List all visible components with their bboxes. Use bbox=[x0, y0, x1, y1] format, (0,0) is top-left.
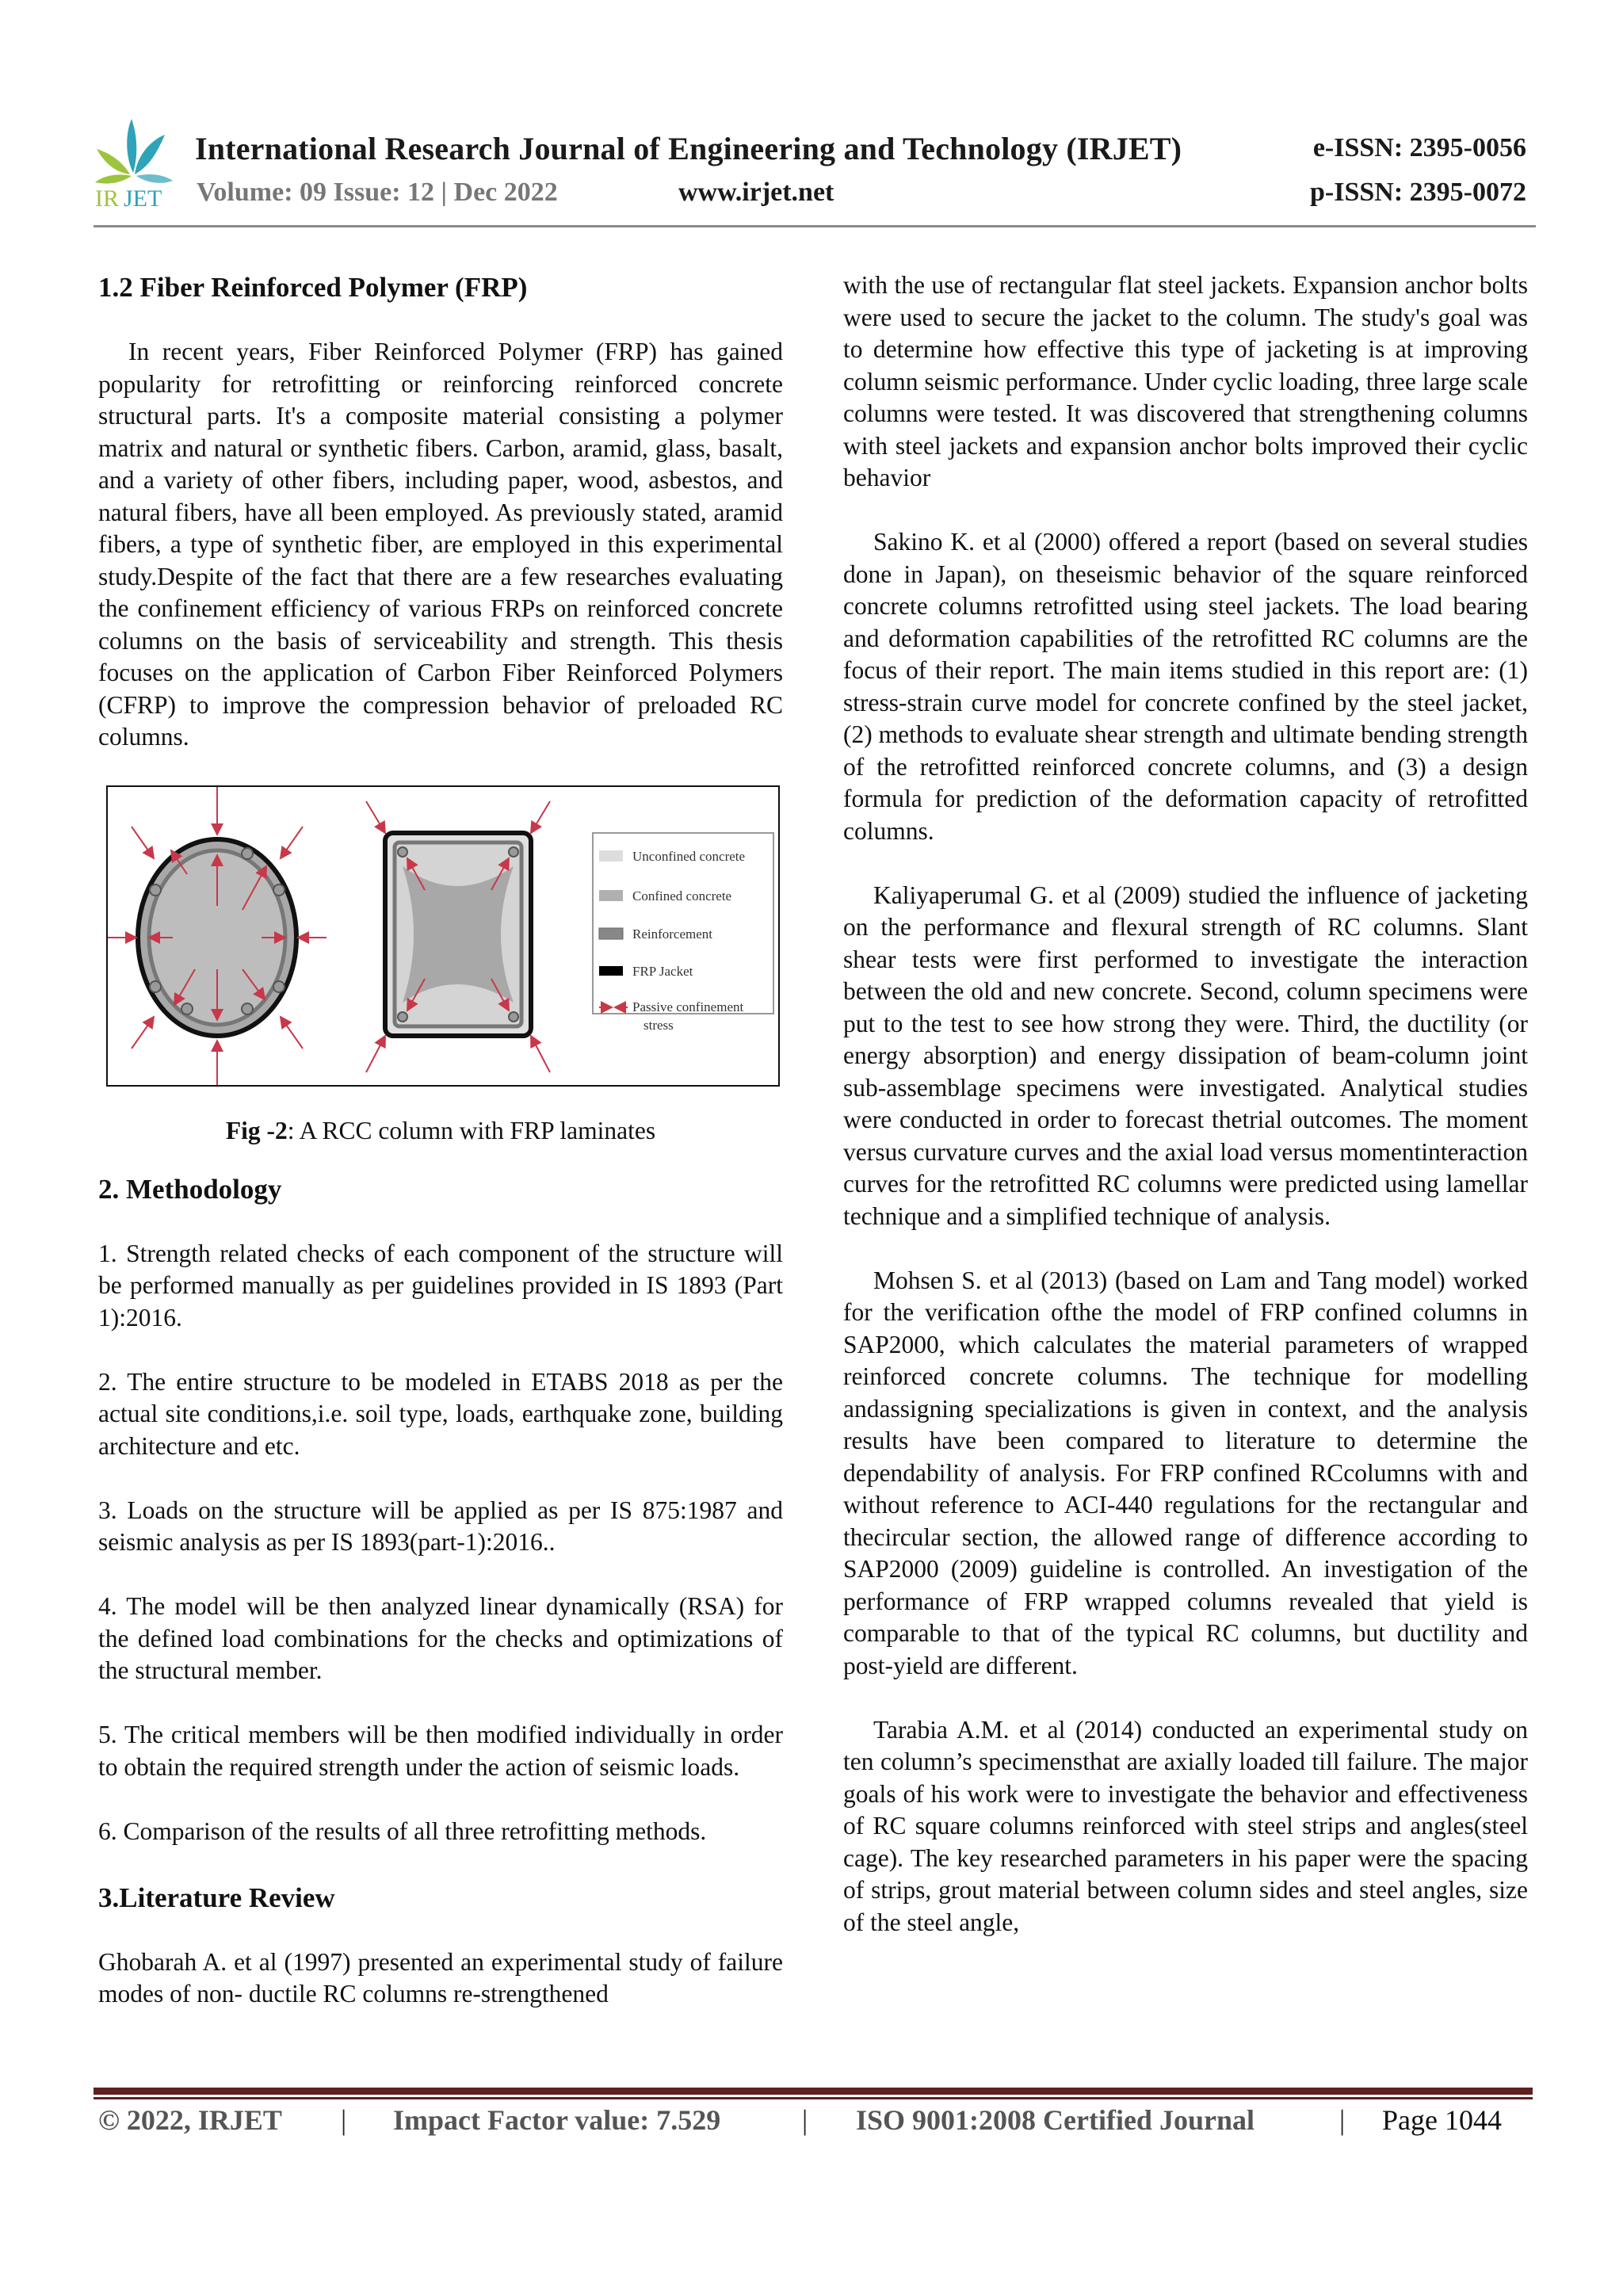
svg-text:IR: IR bbox=[95, 185, 119, 212]
methodology-item: 6. Comparison of the results of all three retrofitting methods. bbox=[98, 1817, 707, 1845]
caption-label: Fig -2 bbox=[225, 1117, 288, 1144]
right-column bbox=[843, 269, 1528, 1971]
footer-copyright: © 2022, IRJET bbox=[98, 2104, 282, 2136]
methodology-item: 3. Loads on the structure will be applied as per IS 875:1987 and seismic analysis as per IS 1893(part-1):2016.. bbox=[98, 1496, 783, 1556]
footer-separator: | bbox=[1339, 2104, 1346, 2136]
legend-frp-jacket: FRP Jacket bbox=[632, 964, 693, 979]
paragraph-tarabia: Tarabia A.M. et al (2014) conducted an experimental study on ten column’s specimensthat are axially loaded till failure. The major goals of his work were to investigate the behavior and effectiveness of RC square columns reinforced with steel strips and angles(steel cage). The key researched parameters in his paper were the spacing of strips, grout material between column sides and steel angles, size of the steel angle, bbox=[843, 1715, 1528, 1936]
footer-page-number: Page 1044 bbox=[1382, 2104, 1502, 2136]
legend-passive-confinement: Passive confinement bbox=[632, 999, 744, 1014]
footer-separator: | bbox=[341, 2104, 347, 2136]
square-column-section bbox=[366, 801, 550, 1072]
footer-iso: ISO 9001:2008 Certified Journal bbox=[856, 2104, 1254, 2136]
footer-rule-thick bbox=[94, 2088, 1533, 2095]
footer-impact-factor: Impact Factor value: 7.529 bbox=[393, 2104, 721, 2136]
caption-text: : A RCC column with FRP laminates bbox=[287, 1117, 656, 1144]
paragraph-sakino: Sakino K. et al (2000) offered a report (based on several studies done in Japan), on theseismic behavior of the square reinforced concrete columns retrofitted using steel jackets. The load bearing and deformation capabilities of the retrofitted RC columns are the focus of their report. The main items studied in this report are: (1) stress-strain curve model for concrete confined by the steel jacket, (2) methods to evaluate shear strength and ultimate bending strength of the retrofitted reinforced concrete columns, and (3) a design formula for prediction of the deformation capacity of retrofitted columns. bbox=[843, 528, 1528, 845]
legend-unconfined: Unconfined concrete bbox=[632, 849, 746, 864]
paragraph-ghobarah-continued: with the use of rectangular flat steel jackets. Expansion anchor bolts were used to secure the jacket to the column. The study's goal was to determine how effective this type of jacketing is at improving column seismic performance. Under cyclic loading, three large scale columns were tested. It was discovered that strengthening columns with steel jackets and expansion anchor bolts improved their cyclic behavior bbox=[843, 271, 1528, 491]
section-heading-frp: 1.2 Fiber Reinforced Polymer (FRP) bbox=[98, 272, 528, 303]
e-issn: e-ISSN: 2395-0056 bbox=[1312, 133, 1526, 162]
methodology-item: 1. Strength related checks of each component of the structure will be performed manually as per guidelines provided in IS 1893 (Part 1):2016. bbox=[98, 1239, 783, 1331]
methodology-item: 4. The model will be then analyzed linear dynamically (RSA) for the defined load combinations for the checks and optimizations of the structural member. bbox=[98, 1592, 783, 1684]
footer-rule-thin bbox=[94, 2097, 1533, 2099]
figure-frp-column bbox=[106, 785, 780, 1087]
paragraph-ghobarah: Ghobarah A. et al (1997) presented an experimental study of failure modes of non- ductile RC columns re-strengthened bbox=[98, 1947, 783, 2008]
legend-confined: Confined concrete bbox=[632, 888, 732, 904]
paragraph-kaliyaperumal: Kaliyaperumal G. et al (2009) studied the influence of jacketing on the performance and flexural strength of RC columns. Slant shear tests were first performed to investigate the interaction between the old and new concrete. Second, column specimens were put to the test to see how strong they were. Third, the ductility (or energy absorption) and energy dissipation of beam-column joint sub-assemblage specimens were investigated. Analytical studies were conducted in order to forecast thetrial outcomes. The moment versus curvature curves and the axial load versus momentinteraction curves for the retrofitted RC columns were predicted using lamellar technique and a simplified technique of analysis. bbox=[843, 881, 1528, 1230]
section-heading-methodology: 2. Methodology bbox=[98, 1173, 282, 1205]
circular-column-section bbox=[108, 787, 327, 1085]
p-issn: p-ISSN: 2395-0072 bbox=[1310, 178, 1526, 207]
paragraph-mohsen: Mohsen S. et al (2013) (based on Lam and Tang model) worked for the verification ofthe the model of FRP confined columns in SAP2000, which calculates the material parameters of wrapped reinforced concrete columns. The technique for modelling andassigning specializations is given in context, and the analysis results have been compared to literature to determine the dependability of analysis. For FRP confined RCcolumns with and without reference to ACI-440 regulations for the rectangular and thecircular section, the allowed range of difference according to SAP2000 (2009) guideline is controlled. An investigation of the performance of FRP wrapped columns revealed that yield is comparable to that of the typical RC columns, but ductility and post-yield are different. bbox=[843, 1266, 1528, 1679]
journal-title: International Research Journal of Engineering and Technology (IRJET) bbox=[195, 131, 1182, 166]
figure-legend bbox=[593, 833, 773, 1033]
irjet-logo bbox=[94, 117, 181, 212]
methodology-item: 2. The entire structure to be modeled in ETABS 2018 as per the actual site conditions,i.e. soil type, loads, earthquake zone, building architecture and etc. bbox=[98, 1367, 783, 1460]
left-column bbox=[98, 269, 783, 2042]
legend-stress: stress bbox=[643, 1018, 674, 1033]
footer-separator: | bbox=[802, 2104, 808, 2136]
figure-caption bbox=[98, 1115, 783, 1148]
website-link[interactable]: www.irjet.net bbox=[678, 178, 834, 207]
section-heading-literature: 3.Literature Review bbox=[98, 1881, 335, 1913]
svg-text:JET: JET bbox=[124, 185, 162, 212]
paragraph-frp: In recent years, Fiber Reinforced Polymer (FRP) has gained popularity for retrofitting or reinforcing reinforced concrete structural parts. It's a composite material consisting a polymer matrix and natural or synthetic fibers. Carbon, aramid, glass, basalt, and a variety of other fibers, including paper, wood, asbestos, and natural fibers, have all been employed. As previously stated, aramid fibers, a type of synthetic fiber, are employed in this experimental study.Despite of the fact that there are a few researches evaluating the confinement efficiency of various FRPs on reinforced concrete columns on the basis of serviceability and strength. This thesis focuses on the application of Carbon Fiber Reinforced Polymers (CFRP) to improve the compression behavior of preloaded RC columns. bbox=[98, 338, 783, 751]
header-divider bbox=[94, 225, 1536, 227]
frp-column-diagram bbox=[108, 787, 778, 1085]
legend-reinforcement: Reinforcement bbox=[632, 926, 713, 942]
methodology-item: 5. The critical members will be then modified individually in order to obtain the required strength under the action of seismic loads. bbox=[98, 1721, 783, 1781]
volume-issue: Volume: 09 Issue: 12 | Dec 2022 bbox=[197, 178, 558, 207]
